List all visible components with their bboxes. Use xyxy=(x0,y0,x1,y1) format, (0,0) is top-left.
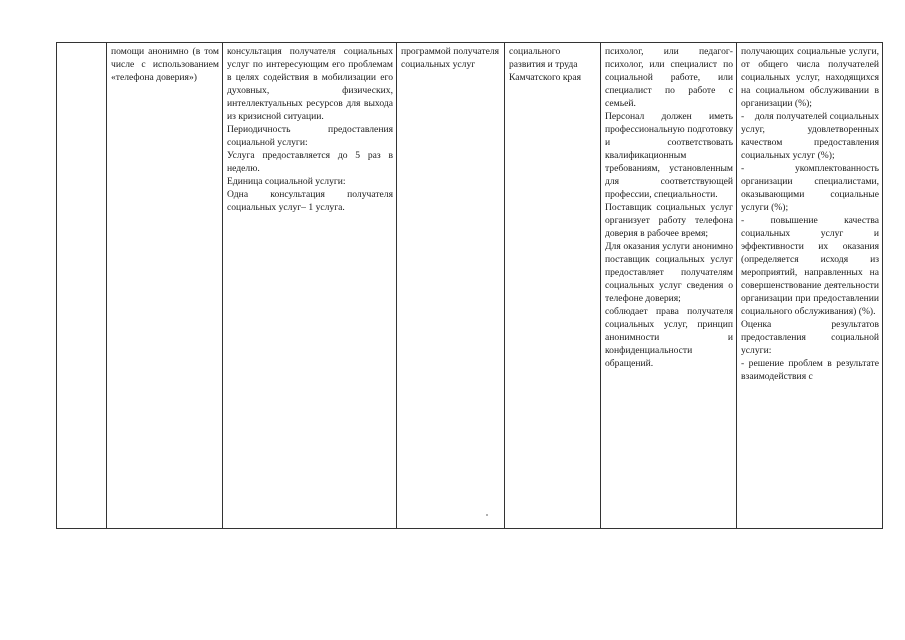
scan-speck xyxy=(486,514,488,516)
conditions-paragraph: соблюдает права получателя социальных услуг, принцип анонимности и конфиденциальности обращений. xyxy=(605,306,736,369)
indicators-paragraph: - доля получателей социальных услуг, удовлетворенных качеством предоставления социальных услуг (%); xyxy=(741,111,882,161)
tariff-text: социального развития и труда Камчатского края xyxy=(509,46,581,83)
indicators-paragraph: - повышение качества социальных услуг и эффективности их оказания (определяется исходя из мероприятий, направленных на совершенствование деятельности организации при предоставлении социального обслуживания) (%). xyxy=(741,215,882,317)
indicators-paragraph: получающих социальные услуги, от общего числа получателей социальных услуг, находящихся на социальном обслуживании в организации (%); xyxy=(741,46,882,109)
cell-terms xyxy=(397,43,505,529)
cell-number xyxy=(57,43,107,529)
description-paragraph: Единица социальной услуги: xyxy=(227,176,346,187)
description-paragraph: Периодичность предоставления социальной услуги: xyxy=(227,124,396,148)
description-paragraph: Услуга предоставляется до 5 раз в неделю. xyxy=(227,150,396,174)
conditions-paragraph: психолог, или педагог-психолог, или специалист по социальной работе, или специалист по работе с семьей. xyxy=(605,46,736,109)
indicators-paragraph: - решение проблем в результате взаимодействия с xyxy=(741,358,882,382)
services-table xyxy=(56,42,883,529)
description-paragraph: Одна консультация получателя социальных услуг– 1 услуга. xyxy=(227,189,396,213)
table-row xyxy=(57,43,883,529)
description-paragraph: консультация получателя социальных услуг по интересующим его проблемам в целях содействия в мобилизации его духовных, физических, интеллектуальных ресурсов для выхода из кризисной ситуации. xyxy=(227,46,396,122)
cell-quality-indicators xyxy=(737,43,883,529)
cell-service-description xyxy=(223,43,397,529)
cell-conditions xyxy=(601,43,737,529)
terms-text: программой получателя социальных услуг xyxy=(401,46,502,70)
indicators-paragraph: - укомплектованность организации специалистами, оказывающими социальные услуги (%); xyxy=(741,163,882,213)
conditions-paragraph: Персонал должен иметь профессиональную подготовку и соответствовать квалификационным требованиям, установленным для соответствующей профессии, специальности. xyxy=(605,111,736,200)
conditions-paragraph: Для оказания услуги анонимно поставщик социальных услуг предоставляет получателям социальных услуг сведения о телефоне доверия; xyxy=(605,241,736,304)
service-name-text: помощи анонимно (в том числе с использованием «телефона доверия») xyxy=(111,46,222,83)
cell-tariff xyxy=(505,43,601,529)
cell-service-name xyxy=(107,43,223,529)
conditions-paragraph: Поставщик социальных услуг организует работу телефона доверия в рабочее время; xyxy=(605,202,736,239)
indicators-paragraph: Оценка результатов предоставления социальной услуги: xyxy=(741,319,882,356)
